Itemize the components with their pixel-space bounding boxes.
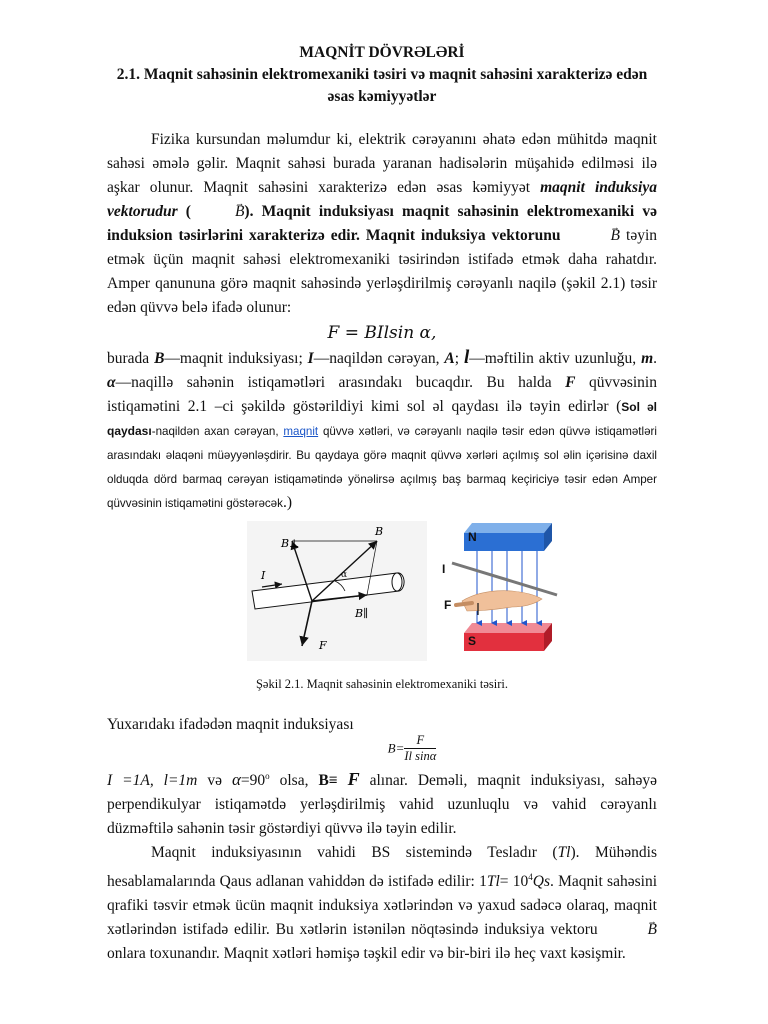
vector-b-symbol: → B (191, 200, 244, 224)
label-alpha: α (341, 570, 348, 580)
doc-title: MAQNİT DÖVRƏLƏRİ (299, 44, 465, 61)
document-page (107, 42, 657, 966)
label-s: S (468, 634, 477, 648)
maqnit-link[interactable]: maqnit (283, 425, 319, 438)
label-b-perp: B⊥ (281, 537, 300, 550)
section-heading: 2.1. Maqnit sahəsinin elektromexaniki təsiri və maqnit sahəsini xarakterizə edən əsas kəmiyyətlər (116, 66, 648, 105)
label-f-right: F (444, 598, 452, 612)
paragraph-definitions: burada B—maqnit induksiyası; I—naqildən cərəyan, A; l—məftilin aktiv uzunluğu, m. α—naqillə sahənin istiqamətləri arasındakı bucaqdır. Bu halda F qüvvəsinin istiqamətini 2.1 –ci şəkildə göstərildiyi kimi sol əl qaydası ilə təyin edirlər (Sol əl qaydası-naqildən axan cərəyan, maqnit qüvvə xətləri, və cərəyanlı naqilə təsir edən qüvvə istiqamətləri arasındakı əlaqəni müəyyənləşdirir. Bu qaydaya görə maqnit qüvvə xərləri açılmış sol əlin içərisinə daxil olduqda dörd barmaq cərəyan istiqamətində yönəlirsə açılmış baş barmaq keçiriciyə təsir edən Amper qüvvəsinin istiqamətini göstərəcək.) (107, 347, 657, 511)
vector-b-symbol: → B (604, 918, 657, 942)
formula-induction: B= $\frac{F}{\text{Il sinα}}$ (387, 733, 437, 763)
paragraph-unit-case: I =1A, l=1m və $\alpha=90^o$ olsa, B≡ F alınar. Deməli, maqnit induksiyası, sahəyə perpendikulyar istiqamətdə yerləşdirilmiş vahid uzunluqlu və vahid cərəyanlı düzməftilə sahənin təsir göstərdiyi qüvvə ilə təyin edilir. (107, 769, 657, 838)
label-b-par: B∥ (355, 607, 369, 620)
vector-b-symbol: → B (567, 224, 620, 248)
label-n: N (468, 530, 477, 544)
term-induction-vector: maqnit induksiya vektorudur (107, 179, 657, 220)
figure-caption: Şəkil 2.1. Maqnit sahəsinin elektromexaniki təsiri. (255, 677, 509, 691)
label-i-right: I (442, 562, 446, 576)
paragraph-tesla: Maqnit induksiyasının vahidi BS sistemində Tesladır (Tl). Mühəndis hesablamalarında Qaus adlanan vahiddən də istifadə edilir: $1Tl= 10^4Qs$. Maqnit sahəsini qrafiki təsvir etmək ücün maqnit induksiya xətlərindən və yaxud sadəcə olaraq, maqnit xətlərindən istifadə edilir. Bu xətlərin istənilən nöqtəsində induksiya vektoru → B onlara toxunandır. Maqnit xətləri həmişə təşkil edir və bir-biri ilə heç vaxt kəsişmir. (107, 841, 657, 966)
left-hand-rule-diagram (442, 515, 562, 663)
label-i: I (261, 569, 266, 582)
formula-ampere-force: F = BIlsin α, (327, 323, 437, 343)
paragraph-intro: Fizika kursundan məlumdur ki, elektrik cərəyanını əhatə edən mühitdə maqnit sahəsi əmələ gəlir. Maqnit sahəsi burada yaranan hadisələrin müşahidə edilməsi ilə aşkar olunur. Maqnit sahəsini xarakterizə edən əsas kəmiyyət maqnit induksiya vektorudur (→ B). Maqnit induksiyası maqnit sahəsinin elektromexaniki və induksion təsirlərini xarakterizə edir. Maqnit induksiya vektorunu → B təyin etmək üçün maqnit sahəsi elektromexaniki təsirindən istifadə etmək daha rahatdır. Amper qanununa görə maqnit sahəsində yerləşdirilmiş cərəyanlı naqilə (şəkil 2.1) təsir edən qüvvə belə ifadə olunur: (107, 128, 657, 320)
paragraph-induction-intro: Yuxarıdakı ifadədən maqnit induksiyası (107, 716, 354, 733)
figure-2-1 (107, 521, 657, 669)
label-f: F (319, 639, 327, 652)
label-b: B (375, 525, 384, 538)
left-hand-rule-note: Sol əl qaydası-naqildən axan cərəyan, maqnit qüvvə xətləri, və cərəyanlı naqilə təsir edən qüvvə istiqamətləri arasındakı əlaqəni müəyyənləşdirir. Bu qaydaya görə maqnit qüvvə xərləri açılmış sol əlin içərisinə daxil olduqda dörd barmaq cərəyan istiqamətində yönəlirsə açılmış baş barmaq keçiriciyə təsir edən Amper qüvvəsinin istiqamətini göstərəcək (107, 400, 657, 510)
vector-diagram (247, 521, 427, 661)
